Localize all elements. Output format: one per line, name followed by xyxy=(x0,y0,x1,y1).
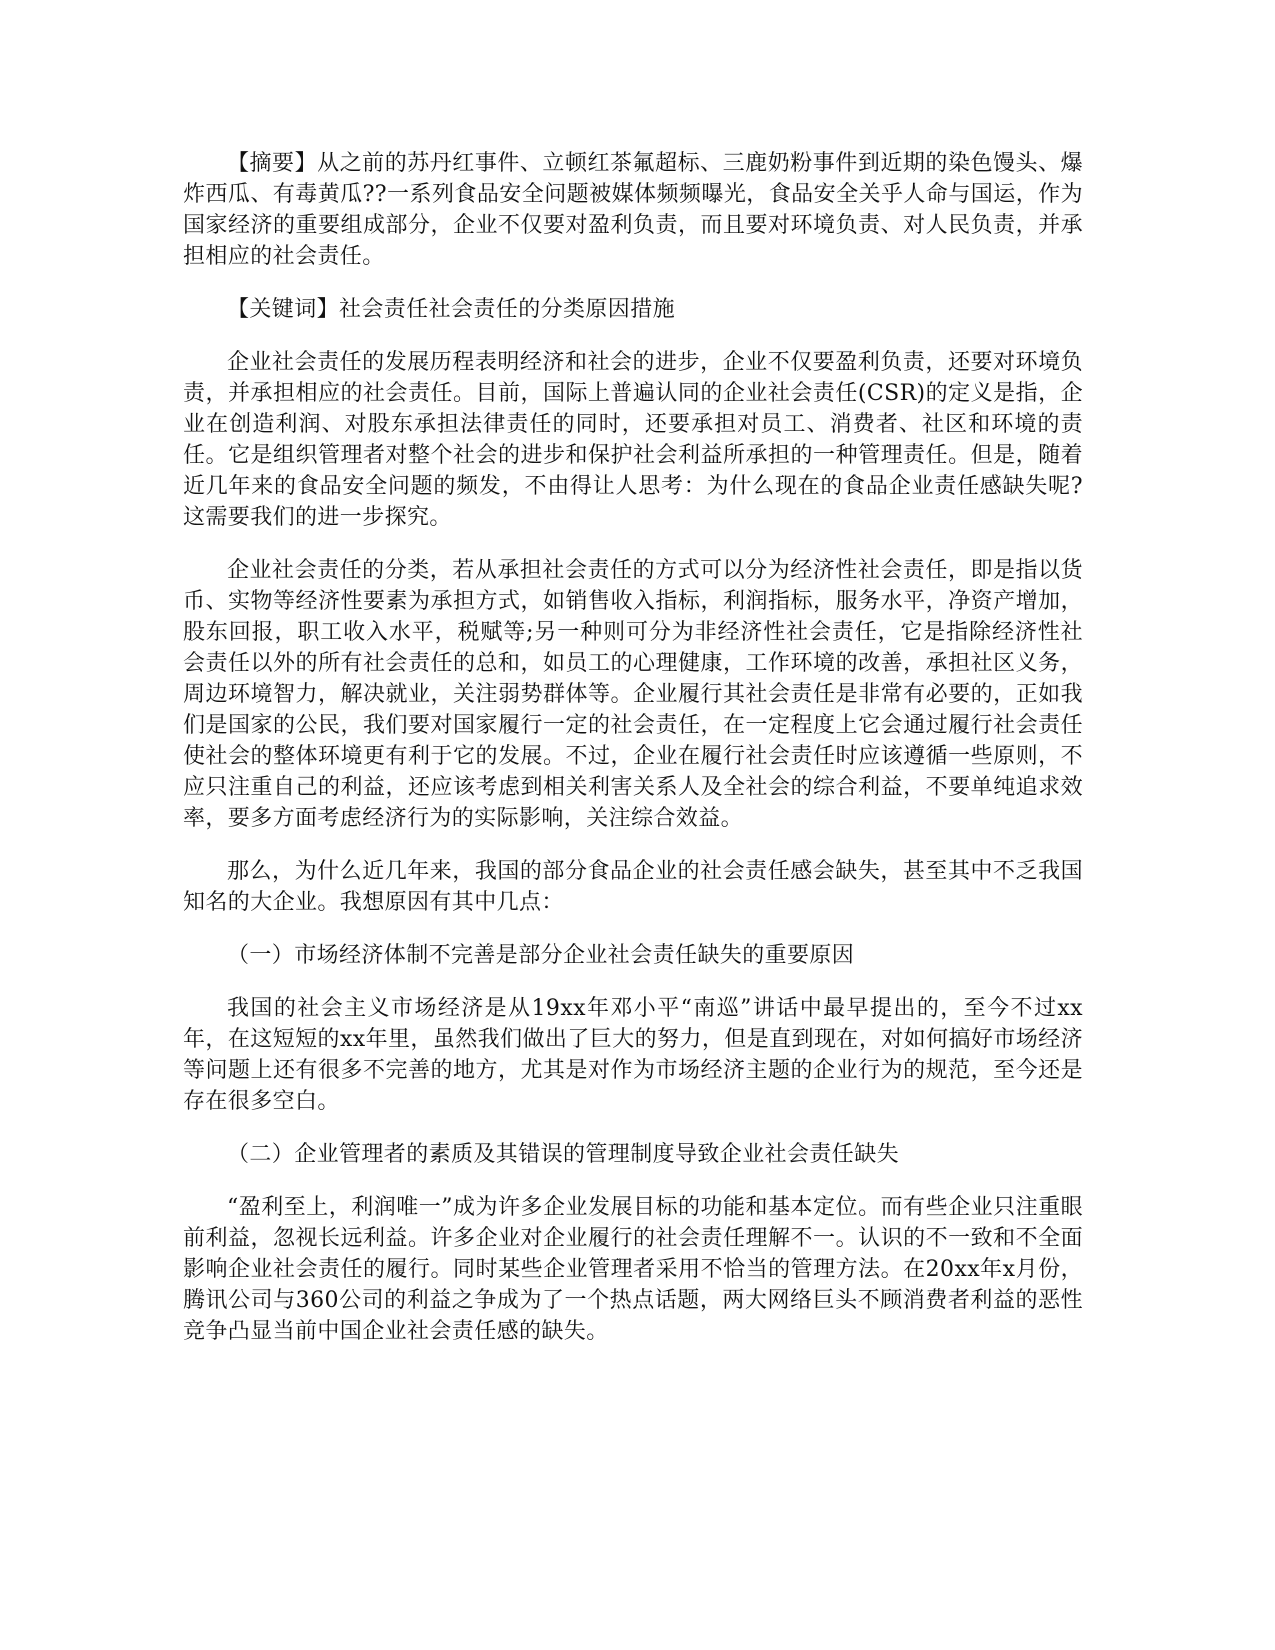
intro-paragraph: 企业社会责任的发展历程表明经济和社会的进步，企业不仅要盈利负责，还要对环境负责，并承担相应的社会责任。目前，国际上普遍认同的企业社会责任(CSR)的定义是指，企业在创造利润、对股东承担法律责任的同时，还要承担对员工、消费者、社区和环境的责任。它是组织管理者对整个社会的进步和保护社会利益所承担的一种管理责任。但是，随着近几年来的食品安全问题的频发，不由得让人思考：为什么现在的食品企业责任感缺失呢?这需要我们的进一步探究。 xyxy=(183,350,1083,530)
reasons-intro-paragraph: 那么，为什么近几年来，我国的部分食品企业的社会责任感会缺失，甚至其中不乏我国知名的大企业。我想原因有其中几点： xyxy=(183,859,1083,915)
abstract-paragraph: 【摘要】从之前的苏丹红事件、立顿红茶氟超标、三鹿奶粉事件到近期的染色馒头、爆炸西瓜、有毒黄瓜??一系列食品安全问题被媒体频频曝光，食品安全关乎人命与国运，作为国家经济的重要组成部分，企业不仅要对盈利负责，而且要对环境负责、对人民负责，并承担相应的社会责任。 xyxy=(183,151,1083,269)
classification-paragraph: 企业社会责任的分类，若从承担社会责任的方式可以分为经济性社会责任，即是指以货币、实物等经济性要素为承担方式，如销售收入指标，利润指标，服务水平，净资产增加，股东回报，职工收入水平，税赋等;另一种则可分为非经济性社会责任，它是指除经济性社会责任以外的所有社会责任的总和，如员工的心理健康，工作环境的改善，承担社区义务，周边环境智力，解决就业，关注弱势群体等。企业履行其社会责任是非常有必要的，正如我们是国家的公民，我们要对国家履行一定的社会责任，在一定程度上它会通过履行社会责任使社会的整体环境更有利于它的发展。不过，企业在履行社会责任时应该遵循一些原则，不应只注重自己的利益，还应该考虑到相关利害关系人及全社会的综合利益，不要单纯追求效率，要多方面考虑经济行为的实际影响，关注综合效益。 xyxy=(183,558,1083,831)
section-1-body: 我国的社会主义市场经济是从19xx年邓小平“南巡”讲话中最早提出的，至今不过xx年，在这短短的xx年里，虽然我们做出了巨大的努力，但是直到现在，对如何搞好市场经济等问题上还有很多不完善的地方，尤其是对作为市场经济主题的企业行为的规范，至今还是存在很多空白。 xyxy=(183,996,1083,1114)
section-1-heading: （一）市场经济体制不完善是部分企业社会责任缺失的重要原因 xyxy=(227,943,855,968)
section-2-body: “盈利至上，利润唯一”成为许多企业发展目标的功能和基本定位。而有些企业只注重眼前利益，忽视长远利益。许多企业对企业履行的社会责任理解不一。认识的不一致和不全面影响企业社会责任的履行。同时某些企业管理者采用不恰当的管理方法。在20xx年x月份，腾讯公司与360公司的利益之争成为了一个热点话题，两大网络巨头不顾消费者利益的恶性竞争凸显当前中国企业社会责任感的缺失。 xyxy=(183,1195,1083,1344)
document-body xyxy=(183,148,1083,1369)
section-2-heading: （二）企业管理者的素质及其错误的管理制度导致企业社会责任缺失 xyxy=(227,1142,900,1167)
keywords-paragraph: 【关键词】社会责任社会责任的分类原因措施 xyxy=(227,297,676,322)
